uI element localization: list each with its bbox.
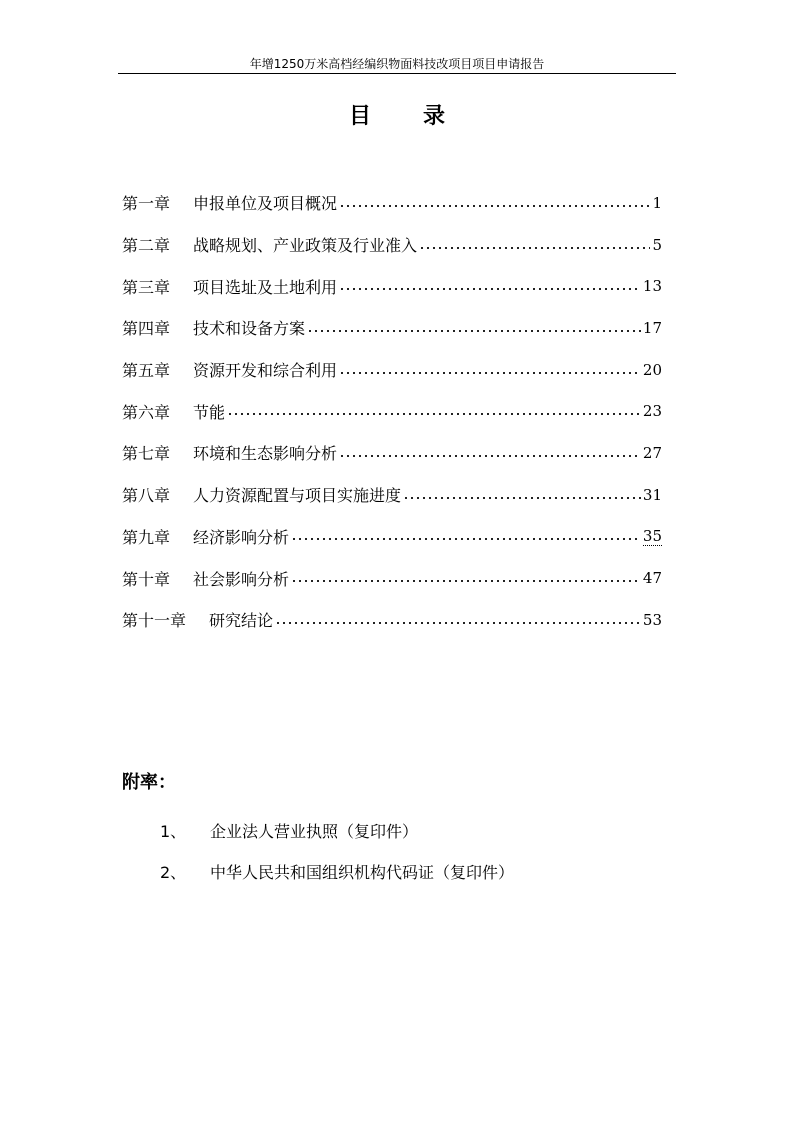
dot-leader (339, 445, 641, 461)
toc-entry[interactable] (122, 599, 662, 641)
toc-entry[interactable] (122, 224, 662, 266)
appendix-item-text: 企业法人营业执照（复印件） (210, 822, 419, 841)
dot-leader (419, 237, 650, 253)
toc-chapter-label: 第七章 (122, 444, 171, 464)
running-header: 年增1250万米高档经编织物面料技改项目项目申请报告 (249, 57, 545, 71)
toc-entry-title: 技术和设备方案 (193, 319, 306, 339)
appendix-item (160, 810, 514, 851)
table-of-contents (122, 182, 662, 641)
dot-leader (227, 403, 641, 419)
appendix-item-text: 中华人民共和国组织机构代码证（复印件） (210, 863, 515, 882)
dot-leader (291, 570, 641, 586)
toc-entry-title: 研究结论 (209, 611, 274, 631)
toc-entry-title: 申报单位及项目概况 (193, 194, 338, 214)
toc-entry-title: 经济影响分析 (193, 527, 290, 547)
toc-chapter-label: 第二章 (122, 236, 171, 256)
dot-leader (275, 612, 641, 628)
appendix-item-number: 2、 (160, 863, 187, 882)
toc-entry[interactable] (122, 557, 662, 599)
toc-page-number: 20 (642, 360, 662, 379)
header-rule (118, 73, 676, 74)
toc-page-number: 27 (642, 443, 662, 462)
toc-entry[interactable] (122, 516, 662, 558)
appendix-list (160, 810, 514, 892)
dot-leader (339, 362, 641, 378)
page-title: 目录 (348, 104, 497, 129)
toc-page-number: 23 (642, 402, 662, 421)
toc-page-number: 1 (652, 193, 662, 212)
toc-chapter-label: 第五章 (122, 361, 171, 381)
toc-entry[interactable] (122, 182, 662, 224)
toc-entry-title: 项目选址及土地利用 (193, 277, 338, 297)
toc-entry-title: 资源开发和综合利用 (193, 361, 338, 381)
toc-entry-title: 环境和生态影响分析 (193, 444, 338, 464)
toc-chapter-label: 第六章 (122, 402, 171, 422)
toc-entry-title: 社会影响分析 (193, 569, 290, 589)
toc-page-number: 53 (642, 610, 662, 629)
toc-entry-title: 战略规划、产业政策及行业准入 (193, 236, 418, 256)
toc-chapter-label: 第三章 (122, 277, 171, 297)
dot-leader (307, 320, 641, 336)
toc-chapter-label: 第九章 (122, 527, 171, 547)
toc-chapter-label: 第十一章 (122, 611, 187, 631)
toc-entry-title: 人力资源配置与项目实施进度 (193, 486, 402, 506)
toc-page-number: 5 (652, 235, 662, 254)
toc-entry-title: 节能 (193, 402, 226, 422)
dot-leader (403, 487, 641, 503)
toc-page-number: 47 (642, 569, 662, 588)
toc-entry[interactable] (122, 432, 662, 474)
toc-page-number: 31 (642, 485, 662, 504)
toc-entry[interactable] (122, 265, 662, 307)
toc-page-number: 35 (642, 526, 662, 545)
toc-chapter-label: 第十章 (122, 569, 171, 589)
toc-page-number: 13 (642, 277, 662, 296)
dot-leader (339, 195, 650, 211)
appendix-item (160, 851, 514, 892)
toc-entry[interactable] (122, 349, 662, 391)
appendix-heading: 附率： (122, 772, 176, 793)
dot-leader (291, 528, 641, 544)
appendix-item-number: 1、 (160, 822, 187, 841)
toc-chapter-label: 第一章 (122, 194, 171, 214)
toc-entry[interactable] (122, 307, 662, 349)
toc-page-number: 17 (642, 318, 662, 337)
toc-chapter-label: 第八章 (122, 486, 171, 506)
toc-entry[interactable] (122, 390, 662, 432)
toc-entry[interactable] (122, 474, 662, 516)
toc-chapter-label: 第四章 (122, 319, 171, 339)
dot-leader (339, 278, 641, 294)
